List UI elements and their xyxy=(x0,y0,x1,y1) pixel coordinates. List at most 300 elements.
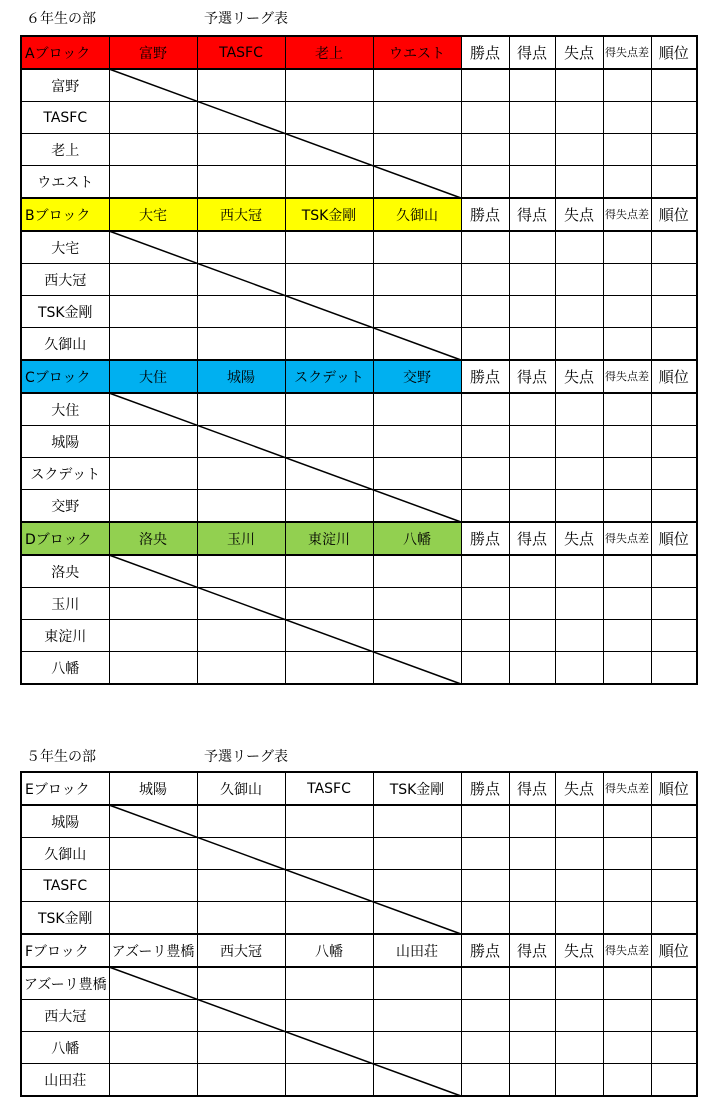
match-cell xyxy=(373,393,461,426)
stat-cell xyxy=(651,652,697,685)
stat-cell xyxy=(461,134,509,166)
match-cell xyxy=(285,328,373,361)
stat-cell xyxy=(603,393,651,426)
match-cell xyxy=(197,870,285,902)
block-header-row xyxy=(21,934,697,967)
match-cell xyxy=(285,805,373,838)
stat-header: 得失点差 xyxy=(603,360,651,393)
team-row xyxy=(21,296,697,328)
stat-header: 順位 xyxy=(651,772,697,805)
stat-cell xyxy=(461,1000,509,1032)
match-cell xyxy=(109,620,197,652)
match-cell xyxy=(373,555,461,588)
stat-header: 得失点差 xyxy=(603,198,651,231)
stat-cell xyxy=(509,426,555,458)
team-row-name: TSK金剛 xyxy=(21,902,109,935)
match-cell xyxy=(109,231,197,264)
match-cell xyxy=(285,1000,373,1032)
block-name: Aブロック xyxy=(21,36,109,69)
stat-cell xyxy=(461,102,509,134)
stat-cell xyxy=(603,870,651,902)
league-table-6th xyxy=(20,35,698,685)
stat-cell xyxy=(509,902,555,935)
stat-cell xyxy=(461,426,509,458)
stat-cell xyxy=(651,134,697,166)
stat-cell xyxy=(461,805,509,838)
stat-header: 勝点 xyxy=(461,772,509,805)
team-column-header: 山田荘 xyxy=(373,934,461,967)
match-cell xyxy=(109,1000,197,1032)
block-header-row xyxy=(21,772,697,805)
stat-cell xyxy=(651,102,697,134)
block-name: Dブロック xyxy=(21,522,109,555)
stat-header: 順位 xyxy=(651,522,697,555)
team-column-header: 西大冠 xyxy=(197,198,285,231)
stat-cell xyxy=(461,838,509,870)
stat-cell xyxy=(555,69,603,102)
stat-cell xyxy=(509,134,555,166)
match-cell xyxy=(197,328,285,361)
team-row xyxy=(21,264,697,296)
team-column-header: 洛央 xyxy=(109,522,197,555)
stat-cell xyxy=(603,967,651,1000)
team-row-name: 城陽 xyxy=(21,805,109,838)
team-row-name: 交野 xyxy=(21,490,109,523)
team-row xyxy=(21,426,697,458)
match-cell xyxy=(197,69,285,102)
match-cell xyxy=(373,805,461,838)
stat-cell xyxy=(651,328,697,361)
stat-cell xyxy=(509,490,555,523)
stat-cell xyxy=(555,588,603,620)
match-cell xyxy=(109,838,197,870)
team-row xyxy=(21,1032,697,1064)
match-cell xyxy=(285,620,373,652)
stat-cell xyxy=(509,805,555,838)
block-header-row xyxy=(21,36,697,69)
stat-header: 得失点差 xyxy=(603,522,651,555)
match-cell xyxy=(285,102,373,134)
stat-cell xyxy=(555,134,603,166)
match-cell xyxy=(197,620,285,652)
match-cell xyxy=(373,652,461,685)
stat-cell xyxy=(603,328,651,361)
team-row xyxy=(21,1064,697,1097)
team-row xyxy=(21,555,697,588)
stat-cell xyxy=(461,328,509,361)
block-name: Cブロック xyxy=(21,360,109,393)
team-row xyxy=(21,902,697,935)
stat-cell xyxy=(651,620,697,652)
stat-cell xyxy=(509,588,555,620)
match-cell xyxy=(285,458,373,490)
stat-cell xyxy=(509,555,555,588)
match-cell xyxy=(197,1032,285,1064)
stat-cell xyxy=(651,870,697,902)
match-cell xyxy=(373,328,461,361)
stat-cell xyxy=(603,805,651,838)
match-cell xyxy=(109,652,197,685)
stat-cell xyxy=(555,328,603,361)
stat-cell xyxy=(555,393,603,426)
team-column-header: 東淀川 xyxy=(285,522,373,555)
stat-cell xyxy=(603,652,651,685)
stat-cell xyxy=(461,490,509,523)
team-column-header: 城陽 xyxy=(197,360,285,393)
match-cell xyxy=(373,870,461,902)
stat-cell xyxy=(461,231,509,264)
match-cell xyxy=(109,264,197,296)
team-column-header: ウエスト xyxy=(373,36,461,69)
stat-cell xyxy=(651,426,697,458)
stat-cell xyxy=(555,1064,603,1097)
stat-cell xyxy=(555,458,603,490)
stat-cell xyxy=(651,490,697,523)
match-cell xyxy=(109,134,197,166)
match-cell xyxy=(373,967,461,1000)
match-cell xyxy=(109,69,197,102)
stat-header: 順位 xyxy=(651,198,697,231)
stat-header: 得失点差 xyxy=(603,36,651,69)
team-row-name: 東淀川 xyxy=(21,620,109,652)
match-cell xyxy=(285,393,373,426)
match-cell xyxy=(197,490,285,523)
stat-cell xyxy=(651,393,697,426)
match-cell xyxy=(285,69,373,102)
league-table-5th xyxy=(20,771,698,1097)
match-cell xyxy=(197,296,285,328)
stat-header: 得失点差 xyxy=(603,934,651,967)
match-cell xyxy=(373,231,461,264)
stat-cell xyxy=(509,458,555,490)
stat-cell xyxy=(651,838,697,870)
stat-cell xyxy=(603,264,651,296)
match-cell xyxy=(109,902,197,935)
stat-header: 得点 xyxy=(509,36,555,69)
stat-header: 順位 xyxy=(651,934,697,967)
stat-cell xyxy=(651,967,697,1000)
team-row xyxy=(21,134,697,166)
match-cell xyxy=(197,805,285,838)
match-cell xyxy=(197,1000,285,1032)
match-cell xyxy=(373,620,461,652)
stat-cell xyxy=(651,1000,697,1032)
stat-cell xyxy=(461,870,509,902)
stat-cell xyxy=(603,231,651,264)
match-cell xyxy=(197,652,285,685)
team-column-header: 久御山 xyxy=(373,198,461,231)
stat-cell xyxy=(509,1032,555,1064)
block-name: Eブロック xyxy=(21,772,109,805)
team-row-name: 久御山 xyxy=(21,328,109,361)
team-row-name: TASFC xyxy=(21,870,109,902)
match-cell xyxy=(109,426,197,458)
stat-cell xyxy=(461,620,509,652)
stat-cell xyxy=(651,69,697,102)
stat-cell xyxy=(555,838,603,870)
team-row xyxy=(21,805,697,838)
stat-cell xyxy=(603,588,651,620)
team-row-name: アズーリ豊橋 xyxy=(21,967,109,1000)
team-row-name: 西大冠 xyxy=(21,1000,109,1032)
match-cell xyxy=(373,490,461,523)
team-column-header: 大住 xyxy=(109,360,197,393)
match-cell xyxy=(285,426,373,458)
stat-cell xyxy=(603,620,651,652)
match-cell xyxy=(197,967,285,1000)
stat-cell xyxy=(509,620,555,652)
match-cell xyxy=(373,1064,461,1097)
match-cell xyxy=(197,458,285,490)
team-row xyxy=(21,870,697,902)
team-row-name: ウエスト xyxy=(21,166,109,199)
stat-header: 勝点 xyxy=(461,360,509,393)
stat-cell xyxy=(461,166,509,199)
team-row-name: TSK金剛 xyxy=(21,296,109,328)
stat-cell xyxy=(603,490,651,523)
team-row-name: 城陽 xyxy=(21,426,109,458)
team-row xyxy=(21,967,697,1000)
team-column-header: 久御山 xyxy=(197,772,285,805)
team-row xyxy=(21,166,697,199)
team-column-header: 富野 xyxy=(109,36,197,69)
stat-cell xyxy=(461,69,509,102)
match-cell xyxy=(285,490,373,523)
stat-cell xyxy=(461,393,509,426)
stat-cell xyxy=(509,393,555,426)
stat-cell xyxy=(461,1064,509,1097)
stat-cell xyxy=(603,838,651,870)
match-cell xyxy=(109,805,197,838)
stat-cell xyxy=(509,328,555,361)
stat-cell xyxy=(509,1000,555,1032)
stat-cell xyxy=(651,1032,697,1064)
match-cell xyxy=(285,555,373,588)
team-row xyxy=(21,838,697,870)
match-cell xyxy=(285,967,373,1000)
stat-cell xyxy=(555,426,603,458)
stat-header: 得点 xyxy=(509,360,555,393)
stat-header: 失点 xyxy=(555,198,603,231)
team-row-name: 玉川 xyxy=(21,588,109,620)
stat-cell xyxy=(555,555,603,588)
stat-cell xyxy=(461,296,509,328)
stat-header: 失点 xyxy=(555,772,603,805)
stat-cell xyxy=(603,166,651,199)
stat-cell xyxy=(651,555,697,588)
team-row xyxy=(21,652,697,685)
match-cell xyxy=(285,134,373,166)
section-subtitle-5th: 予選リーグ表 xyxy=(204,749,288,765)
stat-cell xyxy=(651,805,697,838)
stat-cell xyxy=(651,902,697,935)
match-cell xyxy=(109,1032,197,1064)
stat-cell xyxy=(603,69,651,102)
stat-header: 失点 xyxy=(555,360,603,393)
stat-cell xyxy=(651,296,697,328)
match-cell xyxy=(285,652,373,685)
team-row-name: 富野 xyxy=(21,69,109,102)
match-cell xyxy=(285,296,373,328)
team-row-name: 大住 xyxy=(21,393,109,426)
stat-cell xyxy=(555,967,603,1000)
stat-cell xyxy=(603,902,651,935)
stat-cell xyxy=(461,1032,509,1064)
stat-cell xyxy=(509,296,555,328)
stat-cell xyxy=(651,588,697,620)
match-cell xyxy=(197,134,285,166)
match-cell xyxy=(109,328,197,361)
stat-header: 失点 xyxy=(555,934,603,967)
match-cell xyxy=(285,1064,373,1097)
stat-cell xyxy=(555,490,603,523)
team-column-header: TASFC xyxy=(285,772,373,805)
stat-cell xyxy=(555,264,603,296)
stat-cell xyxy=(555,231,603,264)
stat-cell xyxy=(509,231,555,264)
team-row xyxy=(21,490,697,523)
team-row-name: 老上 xyxy=(21,134,109,166)
match-cell xyxy=(285,902,373,935)
match-cell xyxy=(373,902,461,935)
stat-cell xyxy=(461,264,509,296)
team-row xyxy=(21,102,697,134)
team-row-name: 洛央 xyxy=(21,555,109,588)
stat-cell xyxy=(555,805,603,838)
match-cell xyxy=(373,426,461,458)
match-cell xyxy=(373,1000,461,1032)
team-row xyxy=(21,69,697,102)
match-cell xyxy=(373,838,461,870)
match-cell xyxy=(373,296,461,328)
match-cell xyxy=(109,458,197,490)
match-cell xyxy=(197,1064,285,1097)
stat-cell xyxy=(509,166,555,199)
stat-cell xyxy=(603,1064,651,1097)
match-cell xyxy=(109,1064,197,1097)
stat-cell xyxy=(555,166,603,199)
stat-header: 得点 xyxy=(509,772,555,805)
team-column-header: 大宅 xyxy=(109,198,197,231)
stat-header: 失点 xyxy=(555,36,603,69)
match-cell xyxy=(197,393,285,426)
match-cell xyxy=(197,838,285,870)
stat-cell xyxy=(509,870,555,902)
match-cell xyxy=(197,264,285,296)
team-row xyxy=(21,1000,697,1032)
match-cell xyxy=(373,588,461,620)
team-row-name: 大宅 xyxy=(21,231,109,264)
match-cell xyxy=(285,838,373,870)
team-column-header: 老上 xyxy=(285,36,373,69)
match-cell xyxy=(373,102,461,134)
stat-cell xyxy=(603,555,651,588)
stat-cell xyxy=(509,264,555,296)
team-row-name: 八幡 xyxy=(21,1032,109,1064)
match-cell xyxy=(109,102,197,134)
stat-cell xyxy=(461,555,509,588)
stat-cell xyxy=(603,426,651,458)
match-cell xyxy=(285,231,373,264)
stat-cell xyxy=(555,620,603,652)
stat-cell xyxy=(509,1064,555,1097)
match-cell xyxy=(373,166,461,199)
section-title-5th: ５年生の部 xyxy=(26,749,96,765)
match-cell xyxy=(197,555,285,588)
team-column-header: TSK金剛 xyxy=(285,198,373,231)
match-cell xyxy=(197,102,285,134)
stat-cell xyxy=(651,166,697,199)
team-row xyxy=(21,620,697,652)
match-cell xyxy=(373,69,461,102)
stat-cell xyxy=(555,296,603,328)
stat-cell xyxy=(603,296,651,328)
block-name: Fブロック xyxy=(21,934,109,967)
stat-cell xyxy=(461,588,509,620)
team-column-header: TSK金剛 xyxy=(373,772,461,805)
match-cell xyxy=(373,134,461,166)
stat-cell xyxy=(651,1064,697,1097)
team-row-name: 八幡 xyxy=(21,652,109,685)
stat-cell xyxy=(603,458,651,490)
stat-cell xyxy=(603,1032,651,1064)
stat-cell xyxy=(555,102,603,134)
team-column-header: 八幡 xyxy=(285,934,373,967)
match-cell xyxy=(285,264,373,296)
stat-header: 勝点 xyxy=(461,522,509,555)
stat-cell xyxy=(509,838,555,870)
team-row-name: 西大冠 xyxy=(21,264,109,296)
stat-cell xyxy=(555,902,603,935)
match-cell xyxy=(285,588,373,620)
section-subtitle-6th: 予選リーグ表 xyxy=(204,11,288,27)
team-row xyxy=(21,328,697,361)
block-name: Bブロック xyxy=(21,198,109,231)
team-column-header: スクデット xyxy=(285,360,373,393)
block-header-row xyxy=(21,360,697,393)
team-row-name: TASFC xyxy=(21,102,109,134)
team-row-name: 久御山 xyxy=(21,838,109,870)
stat-cell xyxy=(555,652,603,685)
team-column-header: TASFC xyxy=(197,36,285,69)
stat-cell xyxy=(603,134,651,166)
stat-cell xyxy=(651,231,697,264)
match-cell xyxy=(109,588,197,620)
stat-cell xyxy=(461,458,509,490)
stat-header: 失点 xyxy=(555,522,603,555)
match-cell xyxy=(109,393,197,426)
stat-header: 得点 xyxy=(509,522,555,555)
block-header-row xyxy=(21,198,697,231)
stat-header: 得失点差 xyxy=(603,772,651,805)
stat-cell xyxy=(509,102,555,134)
team-row-name: スクデット xyxy=(21,458,109,490)
stat-cell xyxy=(509,967,555,1000)
team-column-header: アズーリ豊橋 xyxy=(109,934,197,967)
stat-header: 勝点 xyxy=(461,934,509,967)
team-column-header: 交野 xyxy=(373,360,461,393)
team-row xyxy=(21,588,697,620)
match-cell xyxy=(197,231,285,264)
stat-cell xyxy=(651,458,697,490)
stat-header: 順位 xyxy=(651,36,697,69)
stat-header: 得点 xyxy=(509,934,555,967)
block-header-row xyxy=(21,522,697,555)
team-row xyxy=(21,393,697,426)
match-cell xyxy=(373,264,461,296)
match-cell xyxy=(109,870,197,902)
stat-cell xyxy=(651,264,697,296)
